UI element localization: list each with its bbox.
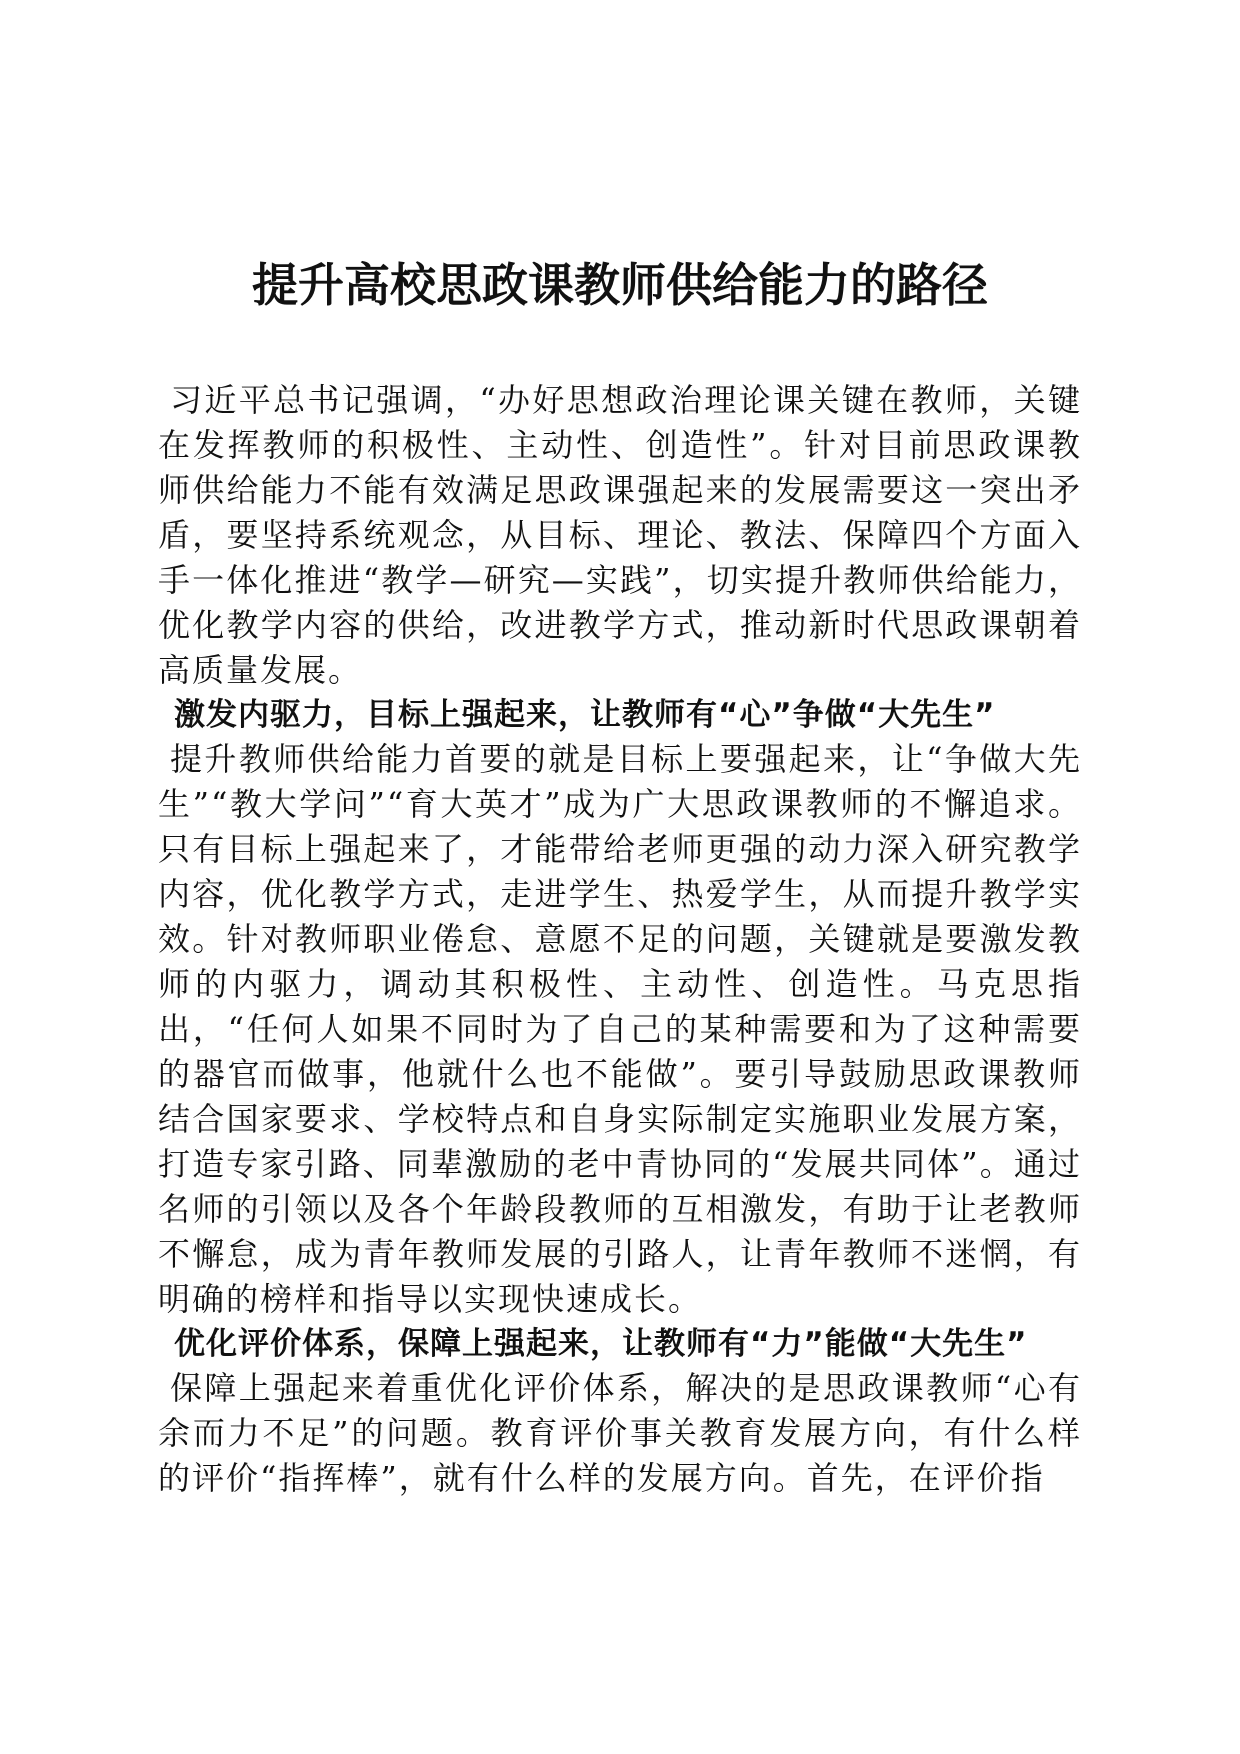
section-1-heading: 激发内驱力，目标上强起来，让教师有“心”争做“大先生” xyxy=(174,697,996,733)
section-2-paragraph: 保障上强起来着重优化评价体系，解决的是思政课教师“心有余而力不足”的问题。教育评价事关教育发展方向，有什么样的评价“指挥棒”，就有什么样的发展方向。首先，在评价指 xyxy=(158,1369,1082,1497)
section-1-paragraph: 提升教师供给能力首要的就是目标上要强起来，让“争做大先生”“教大学问”“育大英才”成为广大思政课教师的不懈追求。只有目标上强起来了，才能带给老师更强的动力深入研究教学内容，优化教学方式，走进学生、热爱学生，从而提升教学实效。针对教师职业倦怠、意愿不足的问题，关键就是要激发教师的内驱力，调动其积极性、主动性、创造性。马克思指出，“任何人如果不同时为了自己的某种需要和为了这种需要的器官而做事，他就什么也不能做”。要引导鼓励思政课教师结合国家要求、学校特点和自身实际制定实施职业发展方案，打造专家引路、同辈激励的老中青协同的“发展共同体”。通过名师的引领以及各个年龄段教师的互相激发，有助于让老教师不懈怠，成为青年教师发展的引路人，让青年教师不迷惘，有明确的榜样和指导以实现快速成长。 xyxy=(158,740,1082,1318)
section-2-heading: 优化评价体系，保障上强起来，让教师有“力”能做“大先生” xyxy=(174,1326,1028,1362)
intro-paragraph: 习近平总书记强调，“办好思想政治理论课关键在教师，关键在发挥教师的积极性、主动性、创造性”。针对目前思政课教师供给能力不能有效满足思政课强起来的发展需要这一突出矛盾，要坚持系统观念，从目标、理论、教法、保障四个方面入手一体化推进“教学—研究—实践”，切实提升教师供给能力，优化教学内容的供给，改进教学方式，推动新时代思政课朝着高质量发展。 xyxy=(158,381,1082,689)
document-body xyxy=(158,378,1082,1501)
document-title: 提升高校思政课教师供给能力的路径 xyxy=(252,258,988,312)
